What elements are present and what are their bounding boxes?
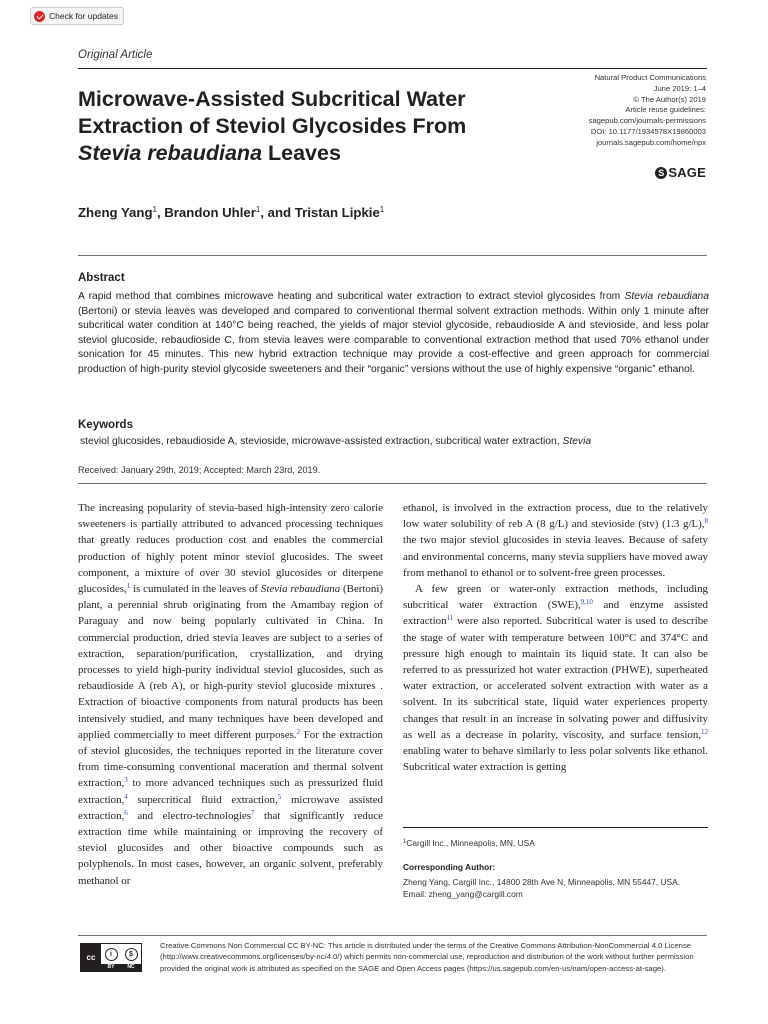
cc-by-label: BY [107,964,115,970]
author-list [78,205,384,220]
title-line-2: Extraction of Steviol Glycosides From [78,114,467,138]
journal-home-link[interactable]: journals.sagepub.com/home/npx [596,137,706,147]
author-affiliation-marker: 1 [152,205,157,214]
body-text: (Bertoni) plant, a perennial shrub originating from the Amambay region of Paraguay and now being popularly cultivated in China. In commercial production, dried stevia leaves are subject to a series of extraction, separation/purification, crystallization, and drying processes to yield high-purity individual steviol glucosides, such as rebaudioside A (reb A), or high-purity steviol glucoside mixtures . Extraction of bioactive components from natural products has been intensively studied, and many techniques have been developed and applied commercially to meet different purposes. [78,583,383,741]
reference-link[interactable]: 1 [126,582,131,591]
cc-badge-icons [101,944,141,964]
sage-logo [655,165,706,180]
reuse-guidelines: Article reuse guidelines: [625,105,706,115]
author-name: Zheng Yang [78,205,153,220]
title-line-3 [78,140,528,167]
noncommercial-icon: $ [125,948,138,961]
body-text: A few green or water-only extraction methods, including subcritical water extraction (SWE), [403,583,708,612]
reference-link[interactable]: 9,10 [580,598,593,607]
body-text: and enzyme assisted extraction [403,599,709,628]
body-text: enabling water to behave similarly to less polar solvents like ethanol. Subcritical water extraction is getting [403,745,708,774]
body-divider [78,483,707,484]
reference-link[interactable]: 2 [296,727,301,736]
title-line-3-rest: Leaves [262,141,341,165]
journal-name: Natural Product Communications [594,73,706,82]
keywords-species: Stevia [562,436,592,447]
affiliation-text: Cargill Inc., Minneapolis, MN, USA [406,838,535,848]
reference-link[interactable]: 4 [124,792,128,801]
author-separator: , [156,205,165,220]
corresponding-author-heading: Corresponding Author: [403,862,496,872]
abstract-text-part: (Bertoni) or stevia leaves was developed and compared to conventional thermal solvent extraction methods. Within only 1 minute after subcritical water condition at 140°C being reached, the yields of major steviol glycoside, rebaudioside A and stevioside, and less polar steviol glucoside, rebaudioside C, from stevia leaves were comparable to conventional extraction method that used 70% ethanol under sonication for 45 minutes. This new hybrid extraction technique may provide a cost-effective and green approach for commercial production of high-purity steviol glycoside sweeteners and their “organic” versions without the use of highly expensive “organic” ethanol. [78,305,709,375]
corresponding-author-details [403,876,708,900]
reference-link[interactable]: 6 [124,808,128,817]
copyright: © The Author(s) 2019 [633,94,706,104]
cc-nc-label: NC [127,964,135,970]
received-dates: Received: January 29th, 2019; Accepted: March 23rd, 2019. [78,465,321,475]
body-text: The increasing popularity of stevia-based high-intensity zero calorie sweeteners is partially attributed to advanced processing techniques that greatly reduces production cost and enables the commercial production of highly potent minor steviol glucosides. The sweet component, a mixture of over 30 steviol glucosides or diterpene glucosides, [78,502,383,596]
body-paragraph [403,581,708,775]
license-text: Creative Commons Non Commercial CC BY-NC: This article is distributed under the terms of the Creative Commons Attribution-NonCommercial 4.0 License (http://www.creativecommons.org/licenses/by-nc/4.0/) which permits non-commercial use, reproduction and distribution of the work without further permission provided the original work is attributed as specified on the SAGE and Open Access pages (https://us.sagepub.com/en-us/nam/open-access-at-sage). [160,941,694,973]
author-separator: , and [260,205,295,220]
author-affiliation-marker: 1 [379,205,385,214]
title-species: Stevia rebaudiana [78,141,263,165]
keywords-list: steviol glucosides, rebaudioside A, stevioside, microwave-assisted extraction, subcritical water extraction, [80,436,563,447]
body-text: the two major steviol glucosides in stevia leaves. Because of safety and environmental concerns, many stevia suppliers have moved away from methanol to ethanol or to solvent-free green processes. [403,534,708,579]
journal-issue: June 2019: 1–4 [653,83,706,93]
cc-license-badge[interactable] [80,943,142,972]
check-for-updates-label: Check for updates [49,11,118,21]
footnote-divider [403,827,708,828]
abstract-text-part: A rapid method that combines microwave heating and subcritical water extraction to extract steviol glycosides from [78,291,625,302]
body-text: that significantly reduce extraction time while maintaining or improving the recovery of steviol glucosides and other bioactive compounds such as polyphenols. In most cases, however, an organic solvent, preferably methanol or [78,809,383,887]
corresponding-address: Zheng Yang, Cargill Inc., 14800 28th Ave N, Minneapolis, MN 55447, USA. [403,877,681,887]
reference-link[interactable]: 3 [124,776,128,785]
reference-link[interactable]: 8 [704,517,708,526]
check-for-updates-button[interactable] [30,7,124,25]
license-divider [78,935,707,936]
body-text: ethanol, is involved in the extraction process, due to the relatively low water solubility of reb A (8 g/L) and stevioside (stv) (1.3 g/L), [403,502,708,531]
affiliation-number: 1 [403,839,407,845]
body-species: Stevia rebaudiana [260,583,341,596]
abstract-species: Stevia rebaudiana [624,291,710,302]
body-text: to more advanced techniques such as pressurized fluid extraction, [78,777,383,806]
sage-logo-text: SAGE [668,165,706,180]
corresponding-email[interactable]: Email: zheng_yang@cargill.com [403,889,523,899]
reuse-link[interactable]: sagepub.com/journals-permissions [588,116,706,126]
reference-link[interactable]: 12 [701,727,708,736]
author-affiliation-marker: 1 [255,205,261,214]
reference-link[interactable]: 11 [446,614,454,623]
abstract-text [78,290,709,377]
keywords-heading: Keywords [78,419,133,431]
update-check-icon [34,11,45,22]
reference-link[interactable]: 5 [277,792,282,801]
article-title [78,86,528,167]
author-name: Tristan Lipkie [294,205,380,220]
reference-link[interactable]: 7 [250,808,255,817]
abstract-heading: Abstract [78,272,125,284]
cc-logo: cc [81,944,101,971]
keywords-text [80,436,710,447]
body-paragraph [403,500,708,581]
journal-meta [476,73,706,149]
attribution-icon: i [105,948,118,961]
article-type: Original Article [78,49,153,61]
doi[interactable]: DOI: 10.1177/1934578X19860003 [590,126,706,136]
sage-logo-icon: S [655,167,667,179]
header-divider [78,68,707,69]
body-text: supercritical fluid extraction, [127,793,278,806]
body-text: and electro-technologies [127,809,251,822]
title-line-1: Microwave-Assisted Subcritical Water [78,87,466,111]
body-text: For the extraction of steviol glucosides, the techniques reported in the literature cover from time-consuming conventional maceration and thermal solvent extraction, [78,728,383,790]
body-text: were also reported. Subcritical water is used to describe the stage of water with temperature between 100°C and 374°C and pressure high enough to maintain its liquid state. It can also be referred to as pressurized hot water extraction (PHWE), superheated water extraction, or accelerated solvent extraction with water as a solvent. In its subcritical state, liquid water experiences property changes that result in an increase in solvating power and diffusivity as well as a decrease in polarity, viscosity, and surface tension, [403,615,708,741]
body-text: is cumulated in the leaves of [130,583,261,596]
body-column-right [403,500,708,775]
body-text: microwave assisted extraction, [78,793,383,822]
abstract-divider [78,255,707,256]
cc-badge-terms [101,944,141,971]
body-column-left [78,500,383,889]
cc-badge-labels [101,964,141,971]
affiliation-note [403,838,535,848]
author-name: Brandon Uhler [164,205,256,220]
